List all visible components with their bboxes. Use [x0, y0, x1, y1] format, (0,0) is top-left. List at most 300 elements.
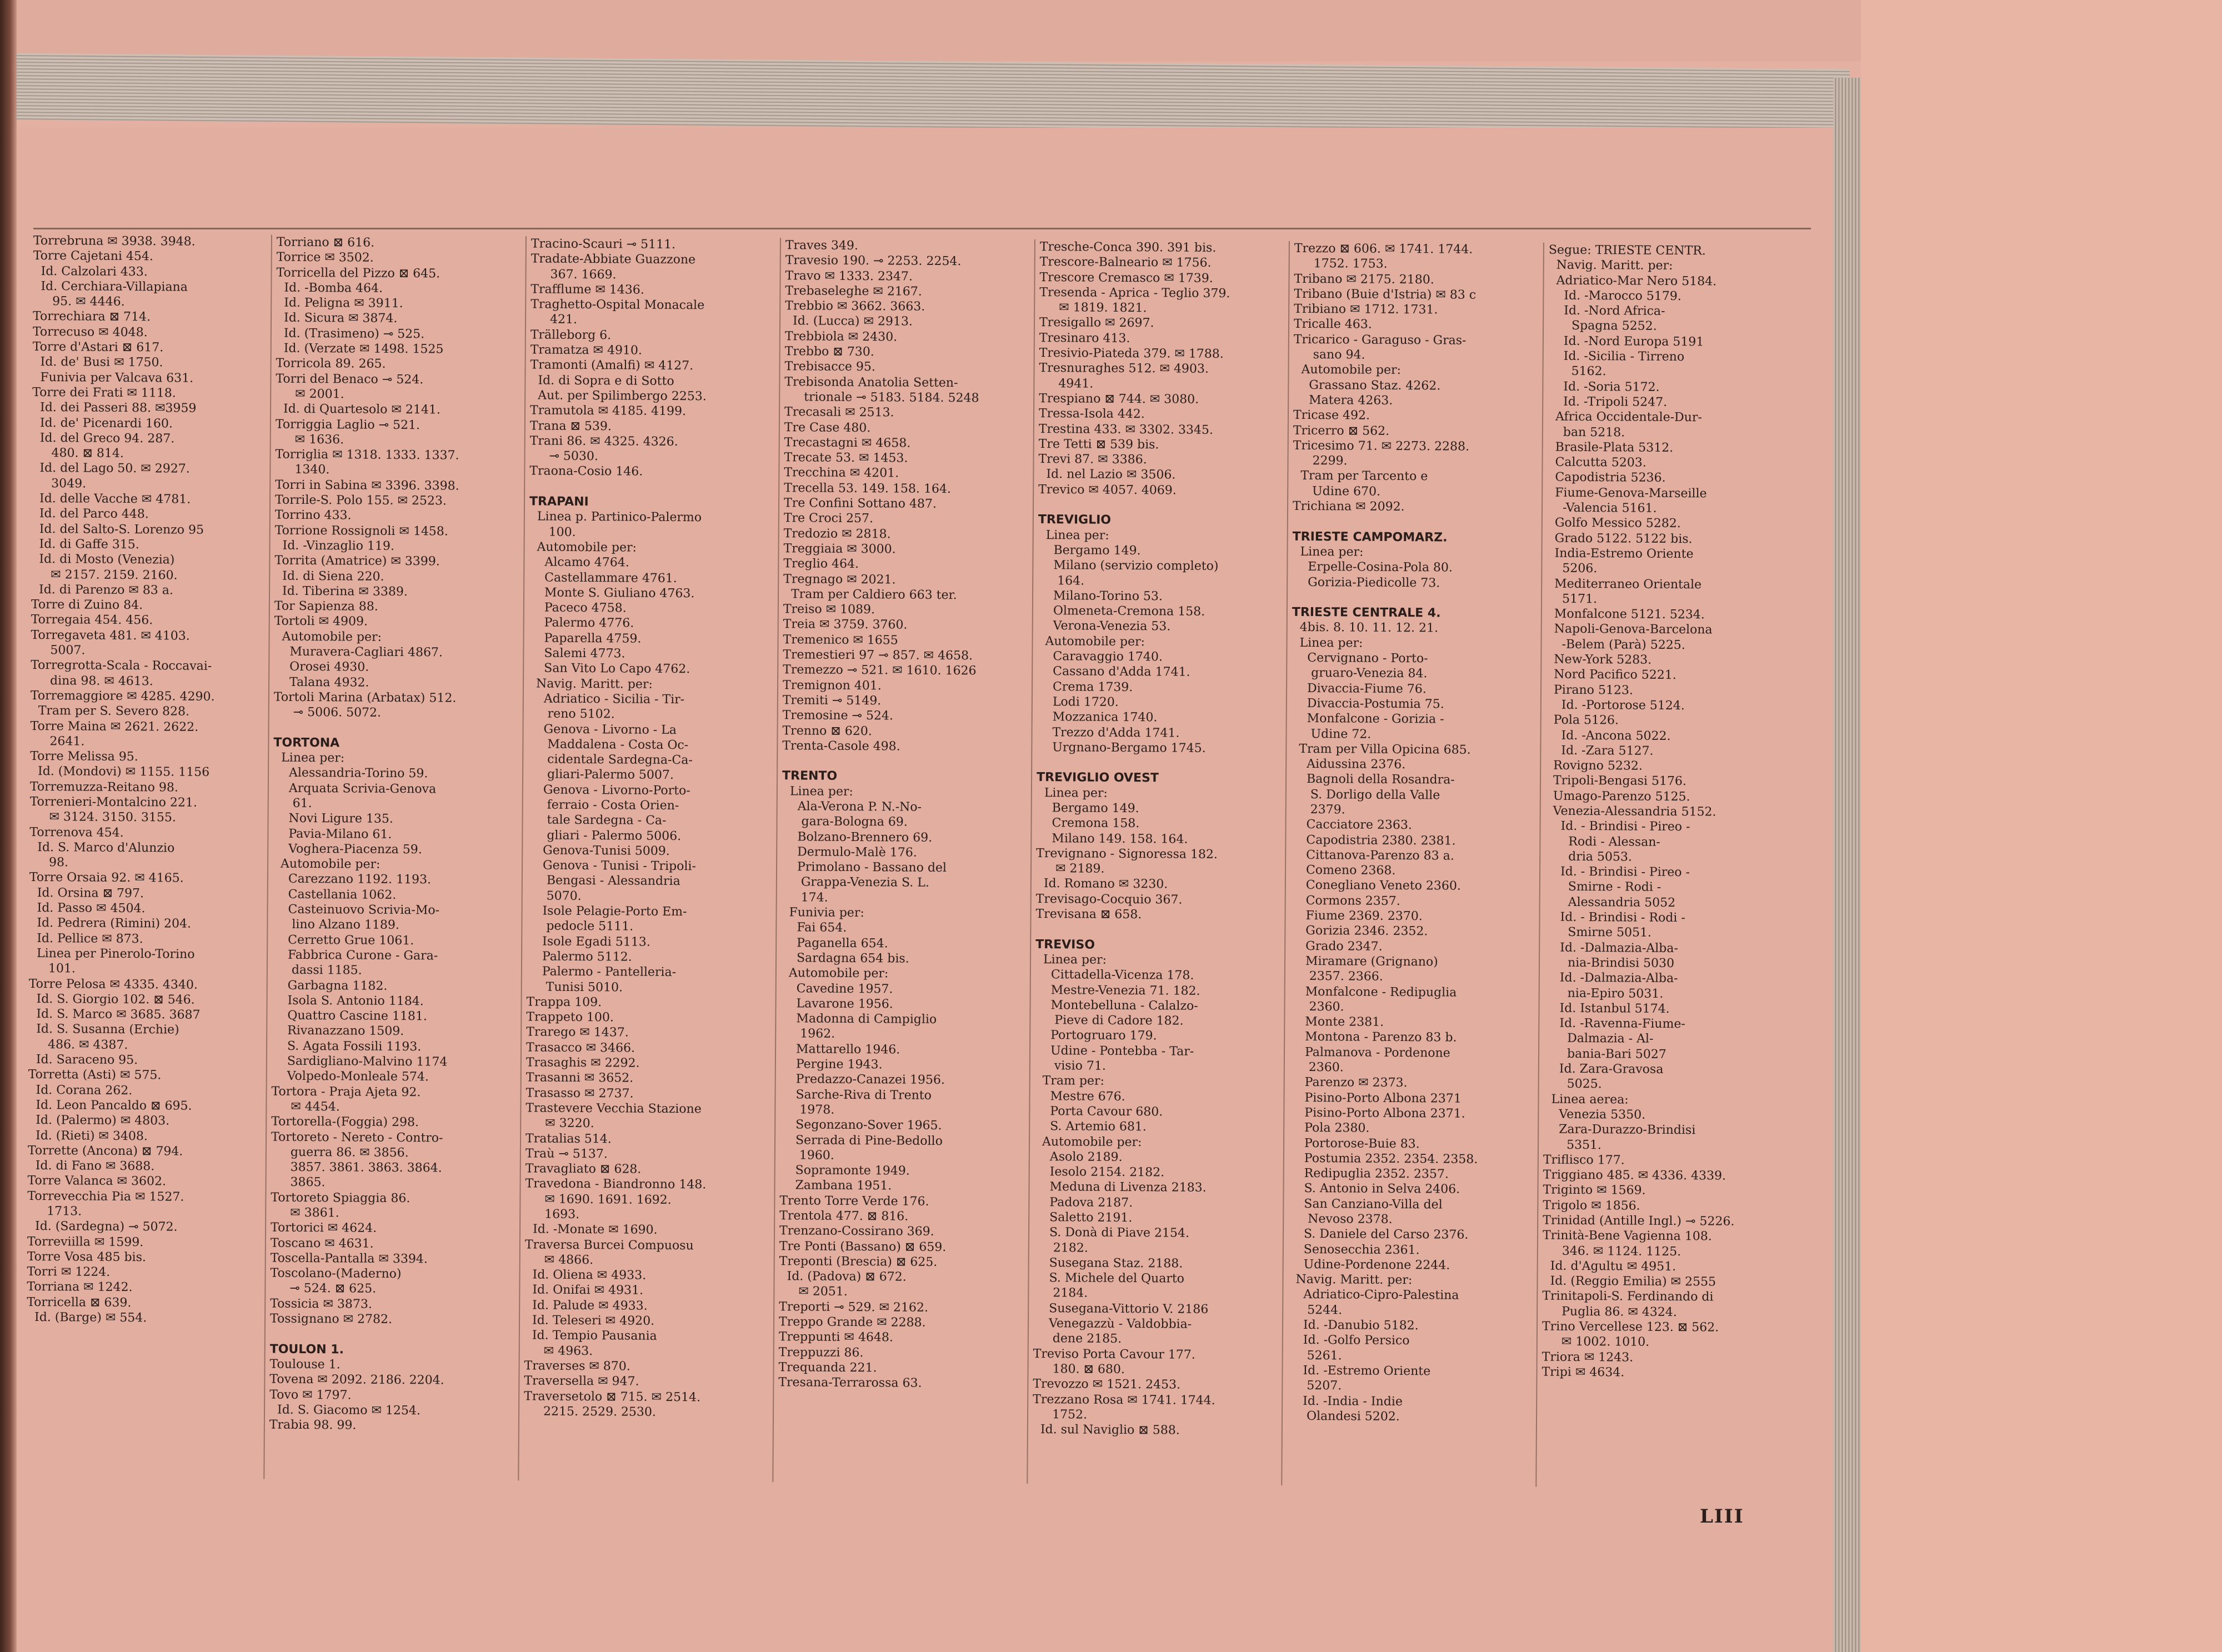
- index-entry: ✉ 2051.: [779, 1284, 848, 1299]
- index-entry: TREVIGLIO: [1038, 513, 1112, 528]
- index-entry: Id. d'Agultu ✉ 4951.: [1542, 1259, 1676, 1274]
- index-entry: TORTONA: [273, 735, 340, 750]
- index-entry: 5007.: [31, 643, 86, 658]
- index-entry: Mestre-Venezia 71. 182.: [1035, 983, 1200, 998]
- index-entry: Id. - Brindisi - Pireo -: [1544, 864, 1690, 880]
- index-entry: Susegana Staz. 2188.: [1033, 1255, 1183, 1271]
- index-entry: Palermo 4776.: [528, 615, 634, 631]
- index-entry: Trebbio ✉ 3662. 3663.: [785, 299, 925, 314]
- index-entry: Linea per:: [273, 750, 345, 765]
- index-entry: Id. -Portorose 5124.: [1545, 698, 1685, 713]
- index-entry: Udine 72.: [1291, 727, 1372, 742]
- index-entry: Tram per Caldiero 663 ter.: [783, 587, 957, 602]
- index-entry: Id. Tempio Pausania: [524, 1328, 657, 1344]
- index-entry: 1978.: [780, 1103, 835, 1117]
- index-entry: Trinità-Bene Vagienna 108.: [1542, 1228, 1712, 1244]
- index-entry: Id. -Golfo Persico: [1287, 1333, 1410, 1348]
- index-entry: bania-Bari 5027: [1543, 1047, 1666, 1062]
- index-entry: Comeno 2368.: [1290, 863, 1396, 878]
- index-entry: Adriatico - Sicilia - Tir-: [528, 692, 685, 707]
- index-entry: Treglio 464.: [783, 557, 859, 572]
- index-entry: 1960.: [779, 1148, 834, 1163]
- index-entry: Portogruaro 179.: [1035, 1028, 1157, 1043]
- index-entry: Volpedo-Monleale 574.: [271, 1069, 429, 1084]
- index-entry: Id. (Palermo) ✉ 4803.: [28, 1113, 170, 1128]
- index-column-4: [778, 238, 1030, 1484]
- index-entry: Id. -Bomba 464.: [276, 281, 383, 296]
- index-entry: Gorizia 2346. 2352.: [1290, 924, 1428, 939]
- index-entry: Automobile per:: [1034, 1134, 1142, 1149]
- index-entry: Id. -Dalmazia-Alba-: [1544, 970, 1678, 986]
- index-entry: gruaro-Venezia 84.: [1292, 666, 1428, 681]
- index-entry: Monte S. Giuliano 4763.: [528, 585, 695, 601]
- index-entry: Cremona 158.: [1036, 816, 1140, 831]
- index-entry: Tremosine ⊸ 524.: [782, 708, 894, 723]
- index-entry: Trenno ⊠ 620.: [782, 723, 872, 738]
- index-entry: Trebaseleghe ✉ 2167.: [785, 284, 922, 299]
- index-entry: Id. -Danubio 5182.: [1287, 1318, 1419, 1333]
- index-entry: [782, 753, 1027, 770]
- index-entry: Treporti ⊸ 529. ✉ 2162.: [779, 1300, 929, 1315]
- index-entry: Lavarone 1956.: [780, 997, 893, 1012]
- index-entry: Tram per S. Severo 828.: [30, 704, 190, 719]
- index-entry: ferraio - Costa Orien-: [527, 798, 679, 813]
- index-entry: Monfalcone 5121. 5234.: [1546, 607, 1705, 622]
- index-entry: Tresche-Conca 390. 391 bis.: [1039, 240, 1217, 256]
- index-entry: Voghera-Piacenza 59.: [273, 842, 422, 857]
- index-entry: ✉ 1819. 1821.: [1039, 301, 1147, 316]
- index-entry: 2182.: [1033, 1240, 1088, 1255]
- index-entry: Linea per:: [1292, 544, 1364, 559]
- index-entry: Trescore-Balneario ✉ 1756.: [1039, 255, 1212, 271]
- index-entry: Torricella del Pizzo ⊠ 645.: [276, 266, 441, 281]
- index-entry: TRIESTE CAMPOMARZ.: [1292, 529, 1448, 545]
- index-entry: Treviso Porta Cavour 177.: [1033, 1346, 1195, 1362]
- index-entry: Meduna di Livenza 2183.: [1034, 1180, 1207, 1195]
- index-entry: Torriglia ✉ 1318. 1333. 1337.: [275, 447, 459, 463]
- index-entry: Trarego ✉ 1437.: [526, 1025, 629, 1040]
- index-entry: Novi Ligure 135.: [273, 811, 393, 827]
- index-entry: Torrino 433.: [274, 508, 352, 523]
- index-entry: visio 71.: [1034, 1059, 1106, 1073]
- index-entry: Umago-Parenzo 5125.: [1545, 789, 1690, 804]
- index-entry: Tre Ponti (Bassano) ⊠ 659.: [779, 1239, 947, 1254]
- index-entry: Tresana-Terrarossa 63.: [778, 1375, 922, 1391]
- index-entry: 5025.: [1543, 1077, 1602, 1092]
- index-entry: Id. S. Susanna (Erchie): [28, 1022, 179, 1038]
- index-entry: ✉ 1636.: [275, 432, 344, 447]
- index-entry: Maddalena - Costa Oc-: [528, 737, 689, 753]
- index-entry: Traù ⊸ 5137.: [525, 1147, 608, 1162]
- index-entry: Treppo Grande ✉ 2288.: [778, 1315, 926, 1330]
- index-entry: Torre Cajetani 454.: [33, 249, 154, 264]
- index-entry: Muravera-Cagliari 4867.: [274, 644, 443, 660]
- index-entry: ✉ 1002. 1010.: [1542, 1335, 1650, 1350]
- index-entry: 1713.: [27, 1204, 82, 1219]
- index-entry: Torreviilla ✉ 1599.: [27, 1234, 144, 1249]
- index-entry: Tricalle 463.: [1293, 317, 1372, 332]
- index-entry: Torre Pelosa ✉ 4335. 4340.: [28, 977, 198, 992]
- index-entry: Montona - Parenzo 83 b.: [1289, 1030, 1457, 1045]
- index-entry: Id. -Nord Europa 5191: [1548, 334, 1704, 349]
- index-entry: Id. -Monate ✉ 1690.: [524, 1222, 658, 1238]
- index-entry: Torrice ✉ 3502.: [276, 250, 374, 266]
- index-entry: Trezzo d'Adda 1741.: [1037, 725, 1180, 740]
- index-entry: Funivia per Valcava 631.: [32, 370, 194, 386]
- index-entry: 2184.: [1033, 1286, 1088, 1301]
- index-entry: Trabia 98. 99.: [269, 1418, 357, 1433]
- index-entry: tale Sardegna - Ca-: [527, 813, 667, 828]
- index-entry: Trenta-Casole 498.: [782, 739, 900, 754]
- index-entry: Pirano 5123.: [1545, 683, 1633, 698]
- index-entry: ✉ 4866.: [524, 1253, 594, 1268]
- index-entry: Puglia 86. ✉ 4324.: [1542, 1304, 1677, 1319]
- index-entry: Travo ✉ 1333. 2347.: [785, 268, 913, 284]
- index-entry: Id. del Salto-S. Lorenzo 95: [31, 522, 204, 537]
- index-entry: 1752.: [1032, 1407, 1088, 1422]
- index-entry: Tortoreto Spiaggia 86.: [271, 1190, 411, 1205]
- index-entry: Torre Vosa 485 bis.: [27, 1249, 146, 1265]
- book-spine: [0, 0, 17, 1652]
- index-entry: ⊸ 5030.: [529, 449, 599, 464]
- index-entry: Dalmazia - Al-: [1544, 1032, 1654, 1047]
- index-entry: TOULON 1.: [269, 1342, 344, 1357]
- background-right: [1861, 0, 2222, 1652]
- index-entry: 2299.: [1293, 454, 1348, 468]
- index-entry: Id. de' Picenardi 160.: [32, 415, 173, 431]
- index-entry: Tracino-Scauri ⊸ 5111.: [531, 237, 676, 252]
- index-entry: Id. -Marocco 5179.: [1548, 288, 1681, 304]
- index-entry: Id. S. Giacomo ✉ 1254.: [269, 1403, 421, 1418]
- index-entry: Torri del Benaco ⊸ 524.: [276, 372, 424, 387]
- index-entry: Linea per Pinerolo-Torino: [29, 946, 195, 962]
- index-column-7: [1541, 243, 1789, 1489]
- index-entry: gliari - Palermo 5006.: [527, 828, 682, 843]
- index-entry: Travagliato ⊠ 628.: [525, 1162, 642, 1177]
- index-entry: New-York 5283.: [1546, 652, 1652, 667]
- index-entry: Trappeto 100.: [526, 1010, 614, 1025]
- index-entry: Tresenda - Aprica - Teglio 379.: [1039, 285, 1230, 301]
- index-entry: Tricesimo 71. ✉ 2273. 2288.: [1293, 438, 1470, 454]
- index-entry: Palermo 5112.: [526, 949, 632, 964]
- index-entry: Tregnago ✉ 2021.: [783, 572, 896, 587]
- index-entry: Id. de' Busi ✉ 1750.: [32, 355, 163, 370]
- index-entry: Id. (Rieti) ✉ 3408.: [28, 1128, 148, 1143]
- index-entry: ✉ 4454.: [271, 1099, 340, 1114]
- index-entry: Automobile per:: [1293, 363, 1402, 378]
- index-entry: Segue: TRIESTE CENTR.: [1548, 243, 1706, 258]
- index-entry: Trigolo ✉ 1856.: [1543, 1198, 1640, 1213]
- index-entry: Id. (Lucca) ✉ 2913.: [784, 314, 913, 329]
- index-entry: gliari-Palermo 5007.: [527, 767, 674, 783]
- index-entry: ✉ 3220.: [526, 1116, 594, 1131]
- index-entry: S. Dorligo della Valle: [1290, 787, 1440, 803]
- index-entry: Tramatza ✉ 4910.: [530, 343, 643, 358]
- index-entry: Capodistria 2380. 2381.: [1290, 833, 1456, 848]
- index-entry: Postumia 2352. 2354. 2358.: [1288, 1151, 1478, 1167]
- index-entry: Id. Pellice ✉ 873.: [29, 931, 143, 946]
- index-entry: Id. Oliena ✉ 4933.: [524, 1268, 647, 1283]
- index-entry: Id. dei Passeri 88. ✉3959: [32, 401, 197, 416]
- index-entry: TREVIGLIO OVEST: [1036, 770, 1159, 785]
- index-entry: Tortoli ✉ 4909.: [274, 614, 368, 629]
- index-entry: Trevisago-Cocquio 367.: [1035, 892, 1183, 907]
- index-entry: ✉ 1690. 1691. 1692.: [525, 1192, 672, 1207]
- index-entry: 5207.: [1287, 1379, 1342, 1393]
- index-entry: Verona-Venezia 53.: [1037, 619, 1171, 634]
- index-entry: 2641.: [30, 734, 85, 749]
- index-entry: Trenzano-Cossirano 369.: [779, 1224, 934, 1239]
- index-entry: Trasasso ✉ 2737.: [526, 1086, 634, 1101]
- index-entry: Genova-Tunisi 5009.: [527, 843, 670, 858]
- index-entry: Segonzano-Sover 1965.: [780, 1118, 942, 1133]
- index-entry: Tovena ✉ 2092. 2186. 2204.: [269, 1372, 444, 1388]
- index-entry: Castellania 1062.: [272, 887, 397, 902]
- index-entry: Gorizia-Piedicolle 73.: [1292, 575, 1440, 590]
- index-entry: Id. Teleseri ✉ 4920.: [524, 1313, 655, 1328]
- index-entry: Rovigno 5232.: [1545, 758, 1643, 773]
- index-entry: Serrada di Pine-Bedollo: [779, 1133, 943, 1148]
- index-entry: Pola 5126.: [1545, 713, 1619, 728]
- index-entry: Zambana 1951.: [779, 1178, 892, 1193]
- index-entry: Arquata Scrivia-Genova: [273, 781, 437, 797]
- index-entry: Torre Valanca ✉ 3602.: [27, 1174, 167, 1189]
- index-entry: Id. sul Naviglio ⊠ 588.: [1032, 1423, 1180, 1438]
- index-entry: Porta Cavour 680.: [1034, 1104, 1163, 1119]
- index-entry: Venegazzù - Valdobbia-: [1033, 1316, 1192, 1331]
- index-entry: 98.: [29, 855, 69, 870]
- index-entry: Capodistria 5236.: [1547, 470, 1666, 485]
- index-entry: Saletto 2191.: [1034, 1210, 1133, 1225]
- index-entry: Id. di Quartesolo ✉ 2141.: [275, 402, 441, 417]
- index-entry: Paceco 4758.: [528, 600, 627, 615]
- index-entry: -Valencia 5161.: [1547, 500, 1657, 515]
- index-entry: S. Antonio in Selva 2406.: [1288, 1182, 1460, 1197]
- index-entry: Madonna di Campiglio: [780, 1012, 937, 1027]
- index-entry: Grassano Staz. 4262.: [1293, 378, 1441, 393]
- index-entry: Trebbiola ✉ 2430.: [784, 329, 898, 344]
- index-entry: Id. Leon Pancaldo ⊠ 695.: [28, 1098, 192, 1113]
- index-columns: [26, 233, 1789, 1494]
- index-entry: Tricase 492.: [1293, 408, 1370, 423]
- index-entry: Olandesi 5202.: [1287, 1409, 1400, 1424]
- index-column-6: [1287, 241, 1539, 1487]
- index-entry: Trecchina ✉ 4201.: [784, 465, 899, 480]
- index-entry: Milano 149. 158. 164.: [1036, 831, 1188, 847]
- index-entry: Treppuzzi 86.: [778, 1345, 864, 1360]
- index-entry: TRENTO: [782, 769, 838, 784]
- index-entry: Linea aerea:: [1543, 1092, 1629, 1107]
- index-entry: Urgnano-Bergamo 1745.: [1037, 740, 1206, 755]
- index-entry: 2360.: [1289, 999, 1344, 1014]
- index-entry: Toscella-Pantalla ✉ 3394.: [270, 1251, 428, 1266]
- index-entry: ✉ 3124. 3150. 3155.: [29, 810, 176, 825]
- index-entry: 5351.: [1543, 1138, 1602, 1152]
- index-entry: 3857. 3861. 3863. 3864.: [271, 1160, 442, 1175]
- index-entry: Toulouse 1.: [269, 1357, 341, 1372]
- index-entry: Triflisco 177.: [1543, 1153, 1625, 1168]
- index-entry: Bergamo 149.: [1036, 801, 1139, 816]
- index-entry: 174.: [781, 890, 828, 905]
- index-entry: Napoli-Genova-Barcelona: [1546, 622, 1713, 637]
- index-entry: Id. S. Marco d'Alunzio: [29, 840, 175, 855]
- index-entry: Trichiana ✉ 2092.: [1292, 499, 1405, 514]
- index-entry: guerra 86. ✉ 3856.: [271, 1145, 409, 1160]
- index-entry: Id. nel Lazio ✉ 3506.: [1038, 467, 1176, 483]
- index-entry: Id. -Dalmazia-Alba-: [1544, 940, 1678, 955]
- index-entry: Pisino-Porto Albona 2371: [1289, 1090, 1462, 1106]
- index-entry: Trasanni ✉ 3652.: [526, 1070, 634, 1085]
- index-entry: Torre Maina ✉ 2621. 2622.: [30, 719, 199, 734]
- index-entry: Trastevere Vecchia Stazione: [526, 1101, 702, 1117]
- index-entry: 5070.: [527, 889, 582, 903]
- index-entry: Mediterraneo Orientale: [1547, 577, 1702, 592]
- index-entry: Divaccia-Fiume 76.: [1291, 681, 1427, 696]
- index-entry: Torregaveta 481. ✉ 4103.: [31, 628, 190, 643]
- index-entry: Torrechiara ⊠ 714.: [33, 309, 151, 324]
- index-entry: lino Alzano 1189.: [272, 918, 399, 933]
- index-entry: Triggiano 485. ✉ 4336. 4339.: [1543, 1168, 1726, 1183]
- index-entry: Castellammare 4761.: [529, 570, 677, 585]
- index-entry: 367. 1669.: [531, 267, 617, 282]
- index-entry: Trasacco ✉ 3466.: [526, 1040, 635, 1055]
- index-entry: Milano-Torino 53.: [1037, 588, 1163, 604]
- index-entry: Trana ⊠ 539.: [529, 419, 612, 433]
- index-entry: 100.: [529, 525, 576, 539]
- index-entry: Tremiti ⊸ 5149.: [782, 693, 882, 708]
- index-entry: Id. Palude ✉ 4933.: [524, 1298, 648, 1313]
- index-entry: Tremenico ✉ 1655: [783, 632, 898, 648]
- index-entry: Bolzano-Brennero 69.: [782, 829, 933, 845]
- index-entry: nia-Brindisi 5030: [1544, 955, 1675, 971]
- index-entry: Cormons 2357.: [1290, 893, 1400, 908]
- index-entry: Id. -Ancona 5022.: [1545, 728, 1671, 743]
- index-entry: Tremezzo ⊸ 521. ✉ 1610. 1626: [783, 663, 977, 678]
- index-entry: Id. (Mondovi) ✉ 1155. 1156: [30, 764, 210, 780]
- index-entry: Trescore Cremasco ✉ 1739.: [1039, 270, 1213, 286]
- index-entry: S. Agata Fossili 1193.: [271, 1039, 422, 1054]
- index-entry: Tramonti (Amalfi) ✉ 4127.: [530, 358, 694, 373]
- index-entry: Torrecuso ✉ 4048.: [32, 324, 148, 340]
- index-entry: Triora ✉ 1243.: [1542, 1350, 1634, 1365]
- index-entry: Talana 4932.: [273, 675, 369, 690]
- index-entry: Linea per:: [1035, 952, 1107, 967]
- index-entry: Id. Orsina ⊠ 797.: [29, 885, 144, 901]
- index-entry: Trinidad (Antille Ingl.) ⊸ 5226.: [1543, 1213, 1735, 1229]
- index-entry: Trecella 53. 149. 158. 164.: [784, 481, 951, 496]
- index-entry: Tossignano ✉ 2782.: [269, 1311, 393, 1327]
- index-entry: Cavedine 1957.: [780, 981, 893, 997]
- index-entry: Montebelluna - Calalzo-: [1035, 998, 1198, 1013]
- index-entry: Monte 2381.: [1289, 1014, 1384, 1030]
- index-entry: Navig. Maritt. per:: [1548, 258, 1673, 273]
- index-entry: Paganella 654.: [781, 935, 888, 951]
- index-entry: Id. Passo ✉ 4504.: [29, 901, 146, 916]
- index-entry: Milano (servizio completo): [1038, 558, 1219, 574]
- index-entry: 5162.: [1548, 364, 1607, 379]
- index-entry: Trinitapoli-S. Ferdinando di: [1542, 1289, 1714, 1304]
- index-entry: Trevisana ⊠ 658.: [1035, 907, 1142, 922]
- index-entry: Spagna 5252.: [1548, 319, 1657, 334]
- index-entry: Id. (Reggio Emilia) ✉ 2555: [1542, 1274, 1716, 1289]
- index-entry: Trevico ✉ 4057. 4069.: [1038, 482, 1177, 498]
- index-entry: Id. del Parco 448.: [31, 507, 149, 522]
- index-entry: Salemi 4773.: [528, 646, 625, 661]
- index-entry: 3865.: [271, 1175, 326, 1190]
- index-entry: 2357. 2366.: [1289, 969, 1383, 984]
- index-entry: Toscano ✉ 4631.: [270, 1236, 374, 1251]
- index-entry: Torremuzza-Reitano 98.: [29, 779, 178, 795]
- index-entry: Crema 1739.: [1037, 679, 1133, 694]
- index-entry: Tre Confini Sottano 487.: [783, 496, 937, 511]
- index-entry: Divaccia-Postumia 75.: [1291, 696, 1444, 712]
- index-entry: Golfo Messico 5282.: [1547, 515, 1681, 531]
- index-entry: trionale ⊸ 5183. 5184. 5248: [784, 390, 979, 406]
- index-entry: 1752. 1753.: [1294, 257, 1388, 272]
- index-entry: Torregaia 454. 456.: [31, 613, 153, 628]
- index-entry: Paparella 4759.: [528, 631, 642, 646]
- index-entry: Tricerro ⊠ 562.: [1293, 423, 1390, 438]
- index-entry: 5171.: [1546, 592, 1598, 607]
- index-entry: nia-Epiro 5031.: [1544, 986, 1664, 1001]
- index-entry: Torre d'Astari ⊠ 617.: [32, 340, 164, 355]
- index-entry: ✉ 2001.: [276, 387, 344, 402]
- index-entry: Venezia 5350.: [1543, 1107, 1646, 1122]
- index-entry: Id. -Sicilia - Tirreno: [1548, 349, 1685, 364]
- index-entry: 164.: [1038, 573, 1085, 588]
- index-entry: reno 5102.: [528, 707, 615, 722]
- index-entry: Primolano - Bassano del: [781, 860, 947, 875]
- index-entry: Nord Pacifico 5221.: [1546, 667, 1676, 683]
- index-entry: Tre Croci 257.: [783, 511, 874, 526]
- index-entry: Sardigliano-Malvino 1174: [271, 1054, 448, 1069]
- index-entry: Grappa-Venezia S. L.: [781, 875, 929, 890]
- index-entry: Id. di Fano ✉ 3688.: [27, 1159, 155, 1174]
- index-entry: Torrebruna ✉ 3938. 3948.: [33, 233, 196, 249]
- index-entry: Trebbo ⊠ 730.: [784, 344, 874, 359]
- index-entry: 180. ⊠ 680.: [1033, 1361, 1125, 1377]
- index-entry: Aut. per Spilimbergo 2253.: [530, 388, 707, 404]
- index-entry: ⊸ 524. ⊠ 625.: [270, 1281, 377, 1296]
- index-entry: 95. ✉ 4446.: [33, 294, 125, 309]
- index-entry: Tram per Villa Opicina 685.: [1291, 742, 1471, 757]
- index-entry: Trestina 433. ✉ 3302. 3345.: [1038, 422, 1213, 437]
- index-entry: Tovo ✉ 1797.: [269, 1388, 352, 1403]
- index-entry: Tripi ✉ 4634.: [1542, 1365, 1625, 1380]
- index-entry: Trälleborg 6.: [530, 328, 612, 343]
- index-entry: Automobile per:: [1037, 634, 1145, 649]
- index-entry: San Vito Lo Capo 4762.: [528, 661, 690, 677]
- index-entry: Linea per:: [1038, 528, 1109, 543]
- index-entry: Trevi 87. ✉ 3386.: [1038, 452, 1147, 467]
- index-entry: Grado 2347.: [1290, 939, 1383, 954]
- index-entry: S. Daniele del Carso 2376.: [1288, 1227, 1469, 1243]
- index-entry: 3049.: [32, 476, 87, 491]
- index-entry: Travesio 190. ⊸ 2253. 2254.: [785, 253, 962, 269]
- index-entry: Triginto ✉ 1569.: [1543, 1183, 1646, 1198]
- index-entry: Linea per:: [782, 784, 853, 799]
- index-entry: Adriatico-Cipro-Palestina: [1288, 1288, 1459, 1303]
- index-entry: Traversetolo ⊠ 715. ✉ 2514.: [524, 1389, 701, 1404]
- index-entry: Caravaggio 1740.: [1037, 649, 1163, 664]
- index-entry: Olmeneta-Cremona 158.: [1037, 604, 1205, 619]
- index-entry: Tortorella-(Foggia) 298.: [271, 1114, 419, 1130]
- index-entry: Torre dei Frati ✉ 1118.: [32, 385, 176, 401]
- index-entry: Tre Case 480.: [784, 420, 871, 435]
- index-entry: Automobile per:: [780, 966, 889, 981]
- index-entry: Orosei 4930.: [274, 659, 369, 675]
- index-entry: India-Estremo Oriente: [1547, 546, 1694, 562]
